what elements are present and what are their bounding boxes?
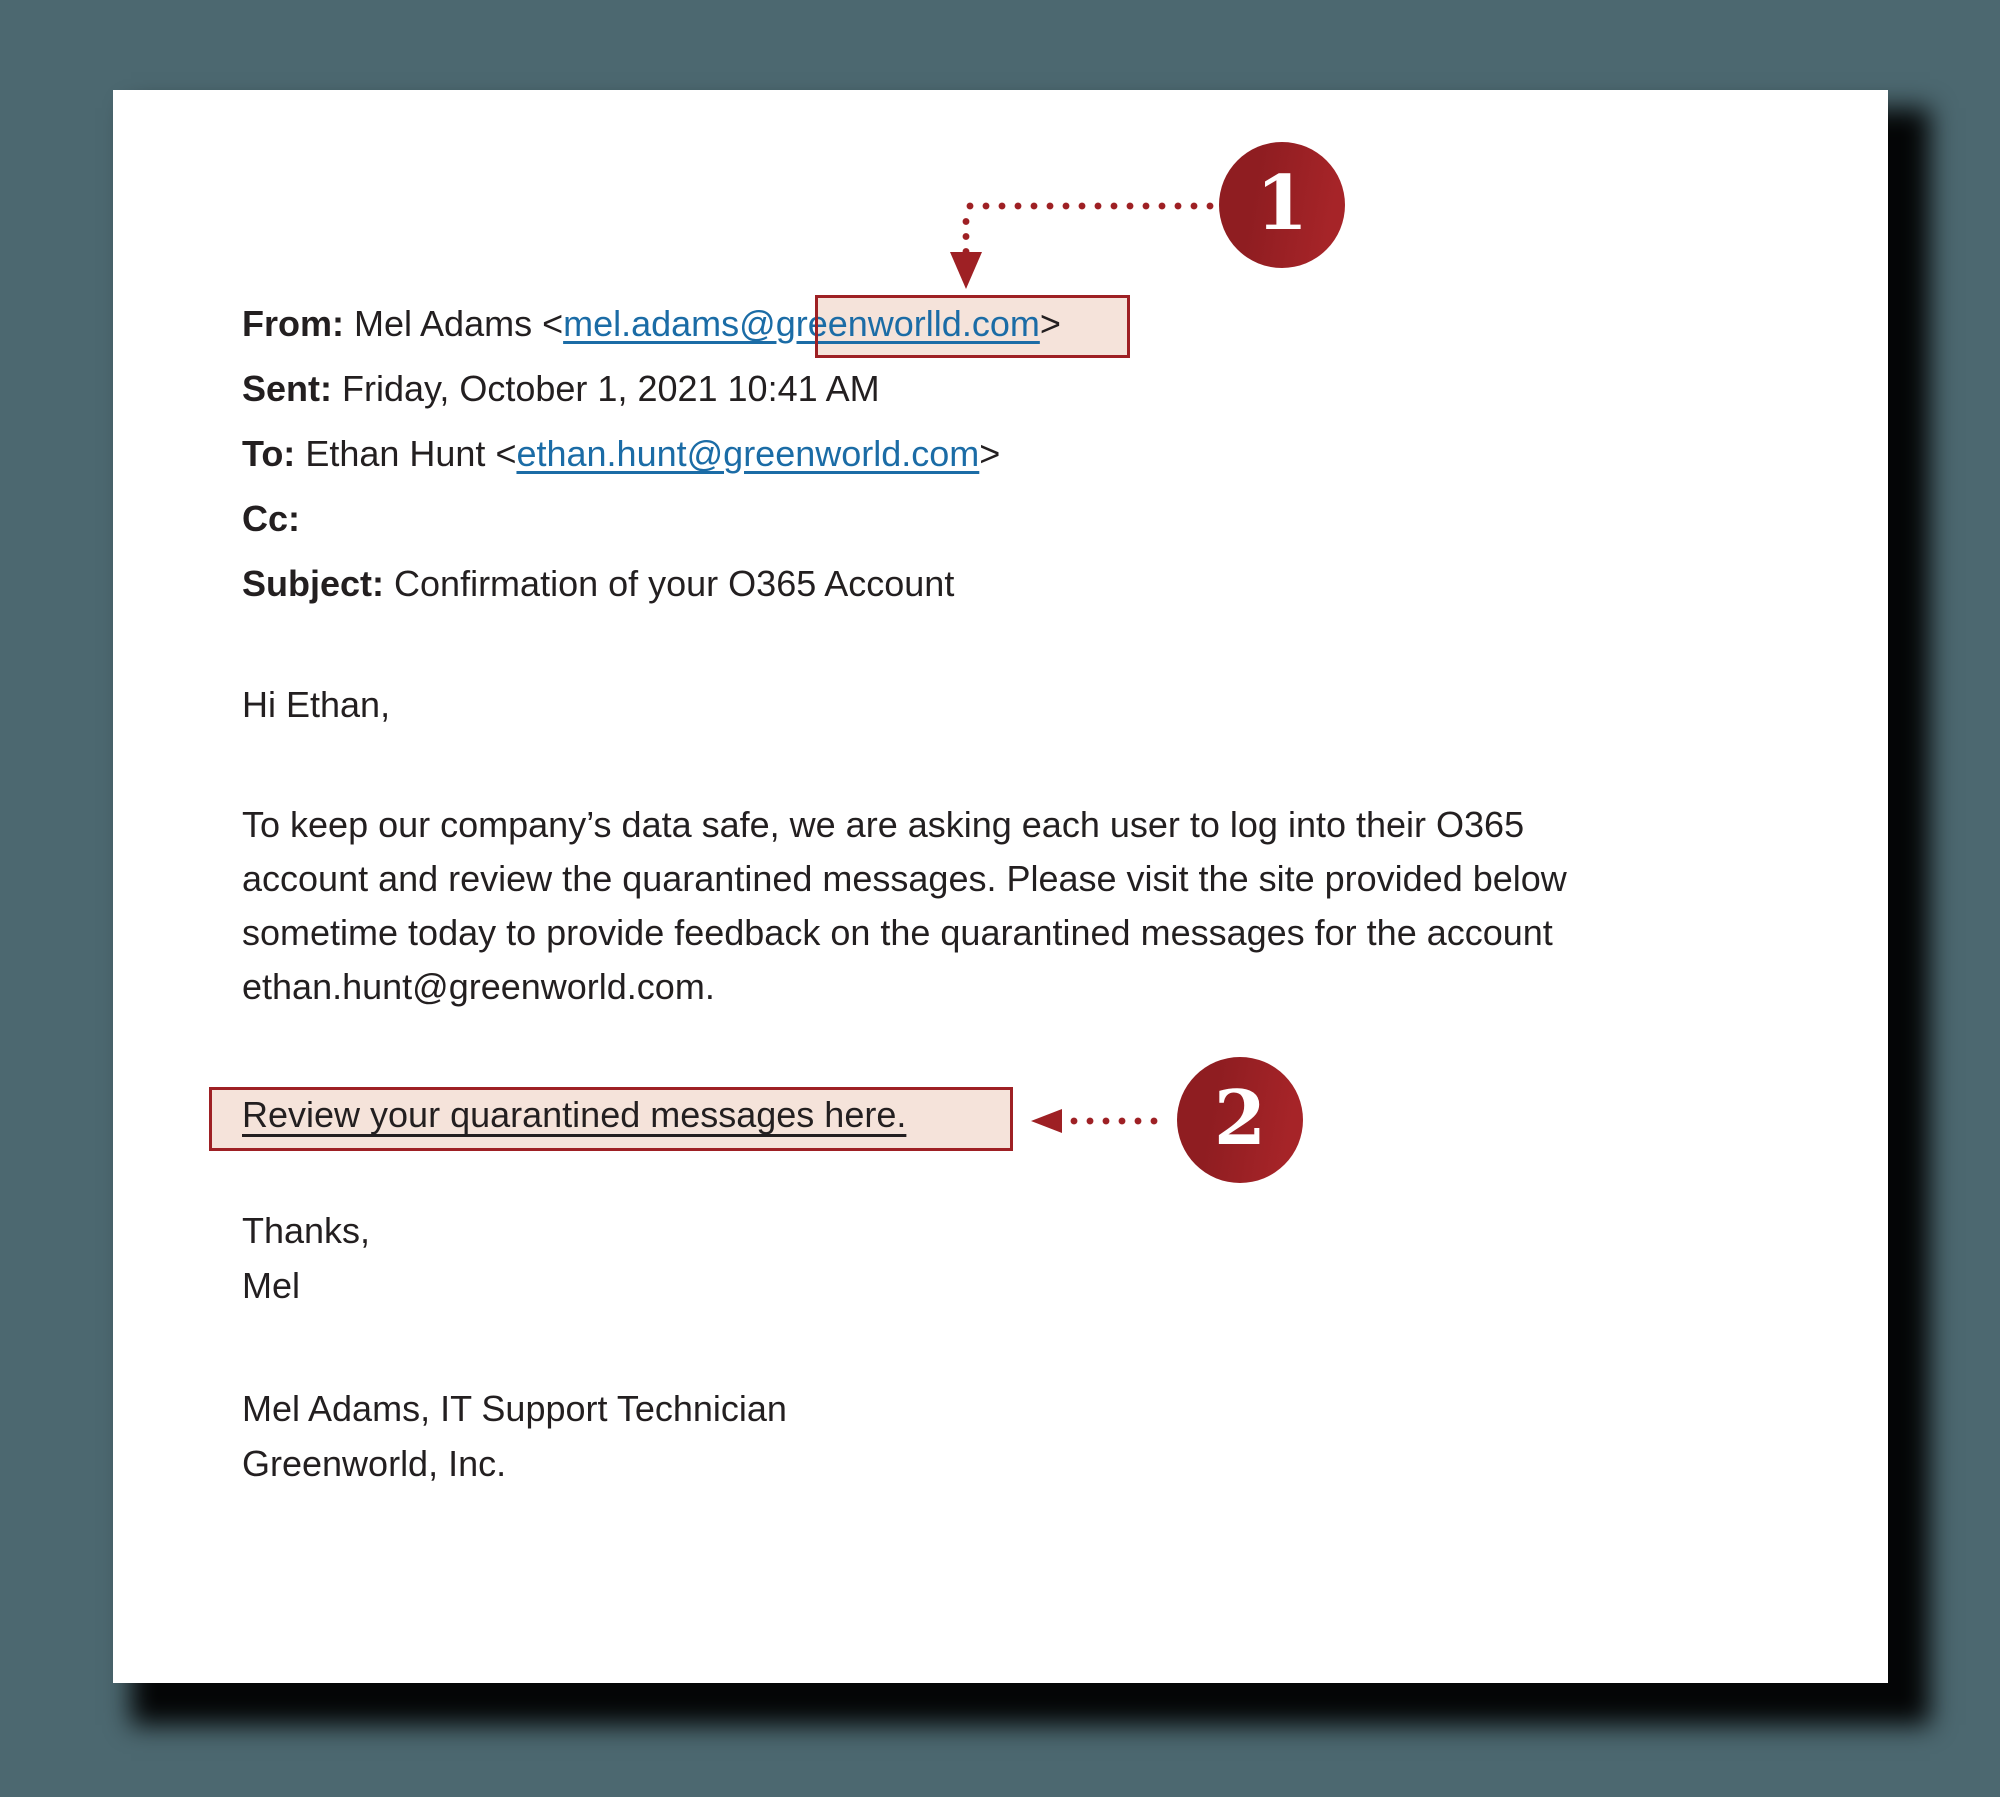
paragraph-line: To keep our company’s data safe, we are asking each user to log into their O365 — [242, 804, 1525, 845]
signature-line: Mel Adams, IT Support Technician — [242, 1388, 787, 1429]
sent-value: Friday, October 1, 2021 10:41 AM — [342, 368, 880, 409]
sent-line — [242, 356, 1061, 421]
callout-1-dotted-line-vertical — [962, 214, 970, 252]
callout-1-badge — [1219, 142, 1345, 268]
callout-2-left-arrowhead-icon — [1031, 1109, 1062, 1133]
closing-name: Mel — [242, 1265, 301, 1306]
quarantine-review-link[interactable]: Review your quarantined messages here. — [242, 1094, 907, 1135]
from-name: Mel Adams < — [354, 303, 564, 344]
closing-text: Thanks, — [242, 1210, 371, 1251]
signature-line: Greenworld, Inc. — [242, 1443, 507, 1484]
to-name: Ethan Hunt < — [305, 433, 517, 474]
subject-label: Subject: — [242, 563, 385, 604]
to-address-link[interactable]: ethan.hunt@greenworld.com — [516, 433, 980, 474]
greeting: Hi Ethan, — [242, 684, 391, 725]
to-line — [242, 421, 1061, 486]
cc-line — [242, 486, 1061, 551]
callout-1-number: 1 — [1255, 158, 1309, 247]
callout-2-dotted-line — [1066, 1117, 1166, 1125]
from-label: From: — [242, 303, 344, 344]
from-address-link[interactable]: mel.adams@greenworlld.com — [563, 303, 1040, 344]
callout-2-number: 2 — [1213, 1073, 1267, 1162]
paragraph-line: sometime today to provide feedback on the quarantined messages for the account — [242, 912, 1553, 953]
closing-block — [242, 1203, 370, 1313]
callout-1-down-arrowhead-icon — [950, 252, 982, 289]
email-document — [113, 90, 1888, 1683]
cc-label: Cc: — [242, 498, 301, 539]
subject-value: Confirmation of your O365 Account — [394, 563, 955, 604]
review-link-highlight-box — [209, 1087, 1013, 1151]
paragraph-line: account and review the quarantined messages. Please visit the site provided below — [242, 858, 1567, 899]
sent-label: Sent: — [242, 368, 332, 409]
from-suffix: > — [1039, 303, 1061, 344]
callout-2-badge — [1177, 1057, 1303, 1183]
to-suffix: > — [979, 433, 1001, 474]
domain-highlight-box — [815, 295, 1130, 358]
to-label: To: — [242, 433, 296, 474]
signature-block — [242, 1381, 787, 1491]
paragraph-line: ethan.hunt@greenworld.com. — [242, 966, 715, 1007]
body-paragraph — [242, 798, 1567, 1014]
callout-1-dotted-line — [962, 202, 1218, 210]
subject-line — [242, 551, 1061, 616]
